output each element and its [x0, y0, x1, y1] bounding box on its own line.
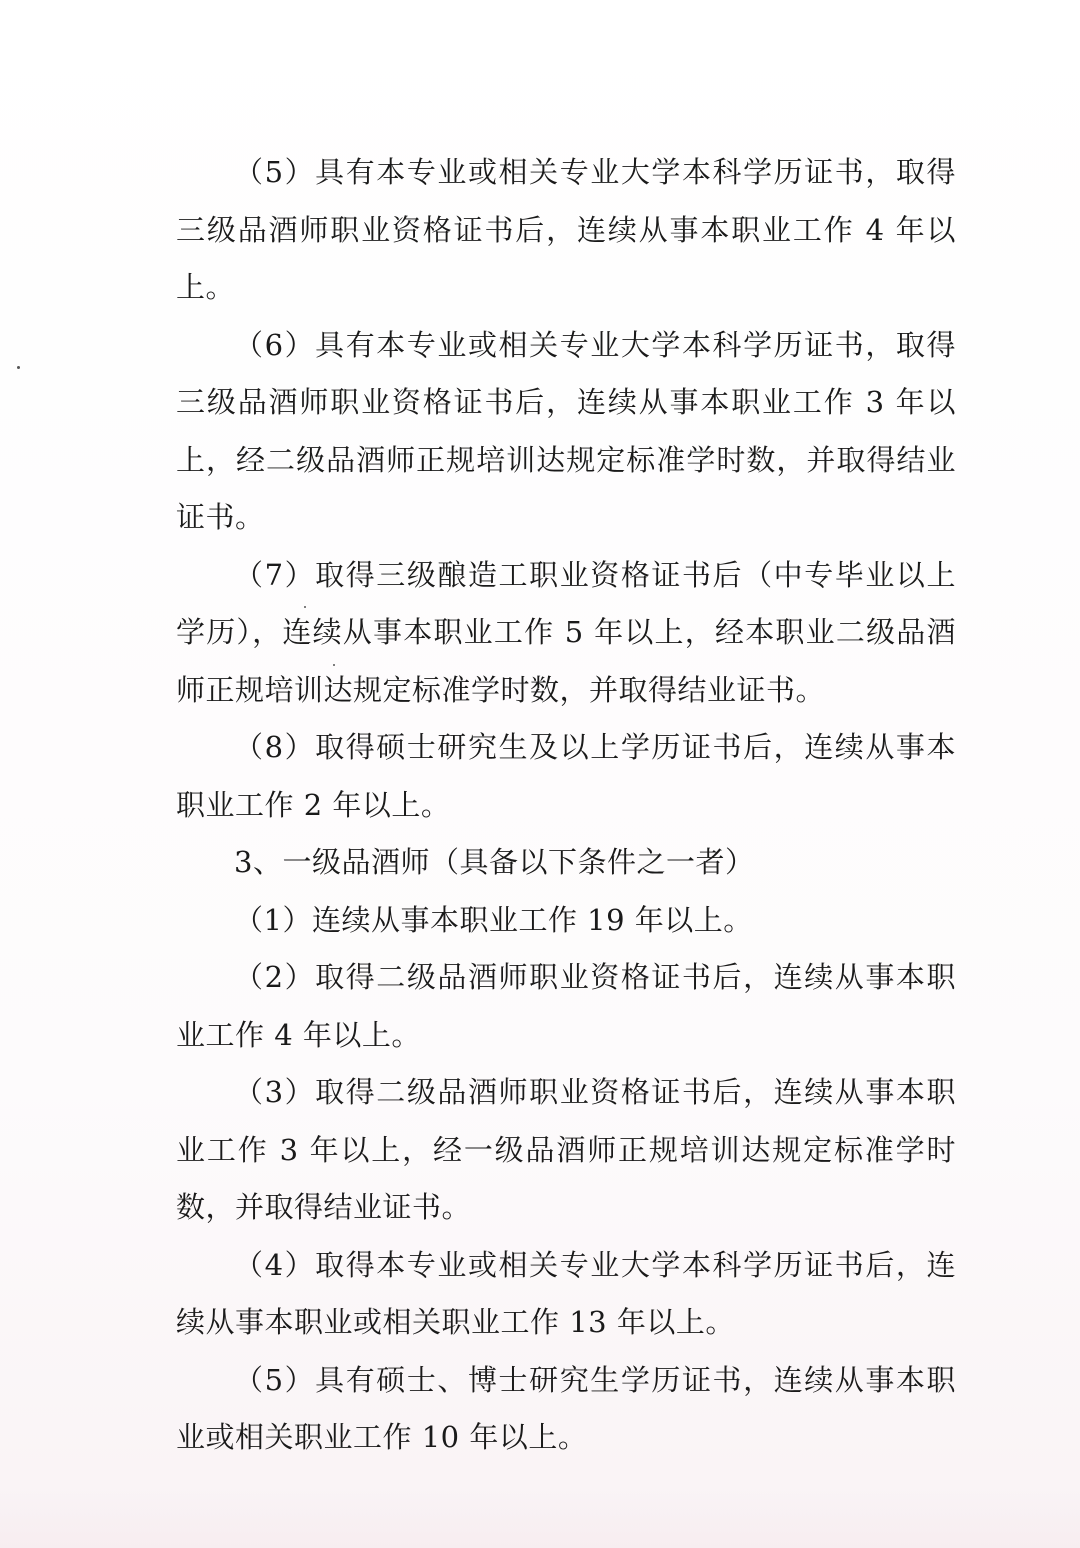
paragraph-2-6: （6）具有本专业或相关专业大学本科学历证书，取得三级品酒师职业资格证书后，连续从事本职业工作 3 年以上，经二级品酒师正规培训达规定标准学时数，并取得结业证书。: [176, 327, 956, 534]
document-body: [176, 144, 956, 1467]
section-heading-level-1: 3、一级品酒师（具备以下条件之一者）: [234, 845, 755, 879]
paragraph-1-3: （3）取得二级品酒师职业资格证书后，连续从事本职业工作 3 年以上，经一级品酒师正规培训达规定标准学时数，并取得结业证书。: [176, 1075, 956, 1224]
scan-speck: [17, 366, 20, 369]
paragraph-1-4: （4）取得本专业或相关专业大学本科学历证书后，连续从事本职业或相关职业工作 13 年以上。: [176, 1247, 956, 1339]
paragraph-1-5: （5）具有硕士、博士研究生学历证书，连续从事本职业或相关职业工作 10 年以上。: [176, 1362, 956, 1454]
paragraph-2-8: （8）取得硕士研究生及以上学历证书后，连续从事本职业工作 2 年以上。: [176, 730, 956, 822]
paragraph-2-7: （7）取得三级酿造工职业资格证书后（中专毕业以上学历），连续从事本职业工作 5 年以上，经本职业二级品酒师正规培训达规定标准学时数，并取得结业证书。: [176, 557, 956, 707]
paragraph-2-5: （5）具有本专业或相关专业大学本科学历证书，取得三级品酒师职业资格证书后，连续从事本职业工作 4 年以上。: [176, 155, 956, 304]
paragraph-1-1: （1）连续从事本职业工作 19 年以上。: [234, 902, 753, 937]
scan-edge-tint: [0, 1488, 1080, 1548]
paragraph-1-2: （2）取得二级品酒师职业资格证书后，连续从事本职业工作 4 年以上。: [176, 960, 956, 1052]
